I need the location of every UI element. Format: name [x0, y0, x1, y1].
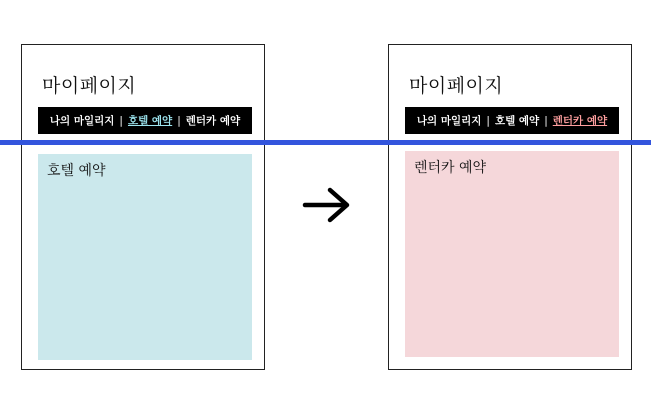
- mypage-panel-after: [388, 44, 632, 370]
- horizontal-guide-line: [0, 140, 651, 145]
- page-title: 마이페이지: [409, 75, 504, 97]
- tab-separator: |: [119, 114, 123, 127]
- content-label: 렌터카 예약: [414, 160, 487, 176]
- tab-separator: |: [486, 114, 490, 127]
- content-label: 호텔 예약: [47, 163, 106, 179]
- tab-rental-car-reservation[interactable]: 렌터카 예약: [185, 115, 241, 127]
- tab-bar: [38, 107, 252, 134]
- hotel-reservation-content: [38, 154, 252, 360]
- tab-hotel-reservation[interactable]: 호텔 예약: [127, 115, 173, 127]
- mypage-panel-before: [21, 44, 265, 370]
- rental-car-reservation-content: [405, 151, 619, 357]
- tab-rental-car-reservation[interactable]: 렌터카 예약: [552, 115, 608, 127]
- tab-separator: |: [177, 114, 181, 127]
- tab-mileage[interactable]: 나의 마일리지: [416, 115, 482, 127]
- tab-hotel-reservation[interactable]: 호텔 예약: [494, 115, 540, 127]
- tab-bar: [405, 107, 619, 134]
- tab-mileage[interactable]: 나의 마일리지: [49, 115, 115, 127]
- page-title: 마이페이지: [42, 75, 137, 97]
- right-arrow-icon: [302, 185, 352, 225]
- tab-separator: |: [544, 114, 548, 127]
